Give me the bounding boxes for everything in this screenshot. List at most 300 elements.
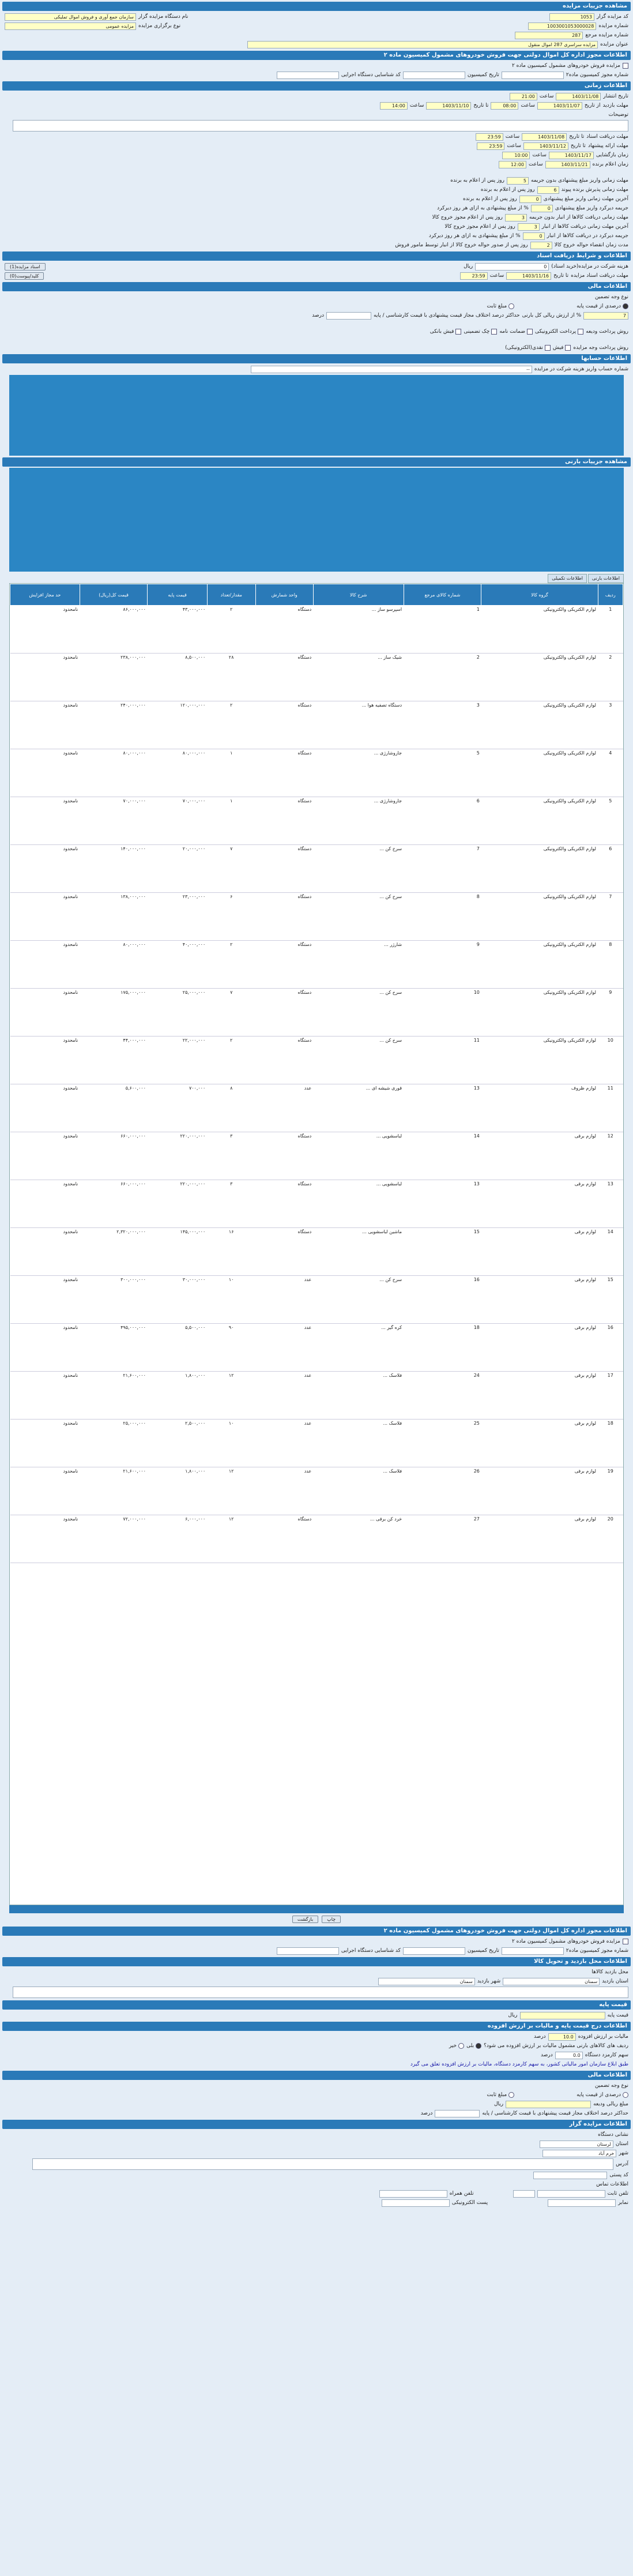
table-cell: سرخ کن ...	[313, 989, 404, 1037]
table-cell: ۱۲۰,۰۰۰,۰۰۰	[148, 701, 207, 749]
table-row	[10, 1180, 623, 1228]
vat-header: اطلاعات درج قیمت پایه و مالیات بر ارزش افزوده	[2, 2022, 631, 2031]
table-row	[10, 1467, 623, 1515]
table-cell: لوازم الکتریکی والکترونیکی	[481, 845, 598, 893]
table-cell: لوازم برقی	[481, 1515, 598, 1563]
table-cell: ۷۰۰,۰۰۰	[148, 1084, 207, 1132]
pay-opt-1-label: پرداخت الکترونیکی	[535, 329, 577, 335]
fee-unit: ریال	[464, 264, 473, 269]
opt2-fixed-radio[interactable]	[508, 2092, 514, 2098]
table-cell: لوازم الکتریکی والکترونیکی	[481, 893, 598, 941]
table-cell: نامحدود	[10, 749, 80, 797]
permit2-date-label: تاریخ کمیسیون	[467, 1948, 499, 1954]
deadline-row	[0, 213, 633, 222]
deadline-item-unit: % از مبلغ پیشنهادی به ازای هر روز دیرکرد	[428, 233, 521, 239]
vat-field: 10.0	[548, 2033, 576, 2041]
table-cell: 3	[598, 701, 623, 749]
org-label: نام دستگاه مزایده گزار	[138, 14, 189, 20]
table-cell: ۱۳۸,۰۰۰,۰۰۰	[80, 893, 148, 941]
table-cell: ۲	[207, 701, 255, 749]
permit-q-label: مزایده فروش خودروهای مشمول کمیسیون ماده ۲	[511, 63, 620, 69]
table-cell: ۲۰,۰۰۰,۰۰۰	[148, 845, 207, 893]
table-cell: ۲۱,۶۰۰,۰۰۰	[80, 1467, 148, 1515]
visit-city-label: شهر بازدید	[477, 1978, 501, 1984]
prov-row	[0, 2139, 633, 2149]
table-cell: ۶۶۰,۰۰۰,۰۰۰	[80, 1132, 148, 1180]
acc-field: --	[251, 366, 532, 373]
deadline-item-label: مدت زمان انقضاء حواله خروج کالا	[554, 242, 628, 248]
result-label: زمان اعلام برنده	[592, 162, 628, 167]
table-cell: 9	[404, 941, 481, 989]
table-cell: ۲۵,۰۰۰,۰۰۰	[80, 1420, 148, 1467]
permit2-q-label: مزایده فروش خودروهای مشمول کمیسیون ماده ۲	[511, 1939, 620, 1944]
opt2-fixed[interactable]	[487, 2092, 514, 2098]
fax-label: نمابر	[618, 2200, 628, 2206]
zip-row	[0, 2171, 633, 2180]
deadline-row	[0, 241, 633, 250]
table-cell: دستگاه	[255, 941, 313, 989]
pay2-opt-1-checkbox[interactable]	[565, 345, 571, 351]
table-cell: سرخ کن ...	[313, 1276, 404, 1324]
deadline-item-unit: روز پس از اعلام مجوز خروج کالا	[432, 215, 503, 220]
table-cell: ۴۳,۰۰۰,۰۰۰	[148, 606, 207, 654]
table-cell: لوازم الکتریکی والکترونیکی	[481, 989, 598, 1037]
amount-field	[506, 2101, 591, 2108]
opt-fixed-radio[interactable]	[508, 303, 514, 309]
place-prov-row	[0, 1977, 633, 1986]
pay2-opt-1-label: فیش	[552, 345, 564, 351]
table-cell: نامحدود	[10, 893, 80, 941]
vat-yes-radio[interactable]	[476, 2043, 481, 2049]
pay-opt-4[interactable]	[430, 329, 462, 335]
tab-items[interactable]: اطلاعات بارنی	[588, 574, 624, 583]
fee-label: هزینه شرکت در مزایده(خرید اسناد)	[551, 264, 628, 269]
deadline-label: مهلت دریافت اسناد مزایده	[571, 273, 628, 279]
table-cell: 2	[404, 654, 481, 701]
table-cell: لوازم برقی	[481, 1420, 598, 1467]
table-cell: ۸,۵۰۰,۰۰۰	[148, 654, 207, 701]
table-cell: عدد	[255, 1372, 313, 1420]
max2-label: حداکثر درصد اختلاف مجاز قیمت پیشنهادی با قیمت کارشناسی / پایه	[482, 2111, 628, 2116]
deadline-item-unit: % از مبلغ پیشنهادی به ازای هر روز دیرکرد	[437, 205, 529, 211]
deadline-item-unit: روز پس از اعلام به برنده	[462, 196, 517, 202]
permit-field	[502, 72, 564, 79]
table-cell: ۲	[207, 1037, 255, 1084]
visit-label: مهلت بازدید	[602, 103, 628, 108]
deadline-item-label: مهلت زمانی واریز مبلغ پیشنهادی بدون جریمه	[531, 178, 628, 183]
opt-percent[interactable]	[577, 303, 628, 309]
vat-unit: درصد	[533, 2034, 546, 2040]
acc-row	[0, 365, 633, 374]
vat-note: طبق ابلاغ سازمان امور مالیاتی کشور، به سهم کارمزد دستگاه، مالیات بر ارزش افزوده تعلق می گیرد	[410, 2061, 628, 2067]
table-cell: ۲۴۰,۰۰۰,۰۰۰	[80, 701, 148, 749]
table-cell: 18	[404, 1324, 481, 1372]
gtype-row	[0, 292, 633, 302]
table-cell: 13	[404, 1084, 481, 1132]
table-cell: 5	[404, 749, 481, 797]
offer-row	[0, 141, 633, 151]
table-cell: نامحدود	[10, 1228, 80, 1276]
table-cell: فلاسک ...	[313, 1420, 404, 1467]
table-cell: دستگاه تصفیه هوا ...	[313, 701, 404, 749]
table-cell: دستگاه	[255, 701, 313, 749]
table-cell: جاروشارژی ...	[313, 749, 404, 797]
offer-date: 1403/11/12	[523, 142, 568, 150]
vat-note-row	[0, 2060, 633, 2069]
addr-head: نشانی دستگاه	[598, 2132, 628, 2138]
pay-opt-3-label: چک تضمینی	[464, 329, 490, 335]
table-cell: سرخ کن ...	[313, 845, 404, 893]
table-cell: لوازم الکتریکی والکترونیکی	[481, 797, 598, 845]
table-cell: 9	[598, 989, 623, 1037]
table-cell: عدد	[255, 1420, 313, 1467]
open-date: 1403/11/17	[549, 152, 594, 159]
result-time: 12:00	[499, 161, 526, 168]
table-cell: ۱۰	[207, 1420, 255, 1467]
doc-time-label: ساعت	[505, 134, 520, 140]
deadline-item-label: مهلت زمانی دریافت کالاها از انبار بدون جریمه	[529, 215, 628, 220]
publish-row	[0, 92, 633, 101]
table-header-cell: ردیف	[598, 584, 623, 606]
table-cell: ۸۰,۰۰۰,۰۰۰	[148, 749, 207, 797]
table-cell: 1	[598, 606, 623, 654]
contact-head-row	[0, 2180, 633, 2189]
mobile-label: تلفن همراه	[449, 2191, 474, 2196]
pay-opt-3[interactable]	[464, 329, 497, 335]
table-cell: ۸۶,۰۰۰,۰۰۰	[80, 606, 148, 654]
pay2-opt-1[interactable]	[553, 345, 571, 351]
table-row	[10, 797, 623, 845]
deadline-row	[0, 185, 633, 194]
deadline-item-unit: روز پس از اعلام به برنده	[480, 187, 535, 193]
table-row	[10, 1084, 623, 1132]
table-row	[10, 1276, 623, 1324]
fee-share-field: 0.0	[555, 2052, 583, 2059]
table-cell: 16	[404, 1276, 481, 1324]
table-body	[10, 606, 623, 1563]
pay2-opt-2-checkbox[interactable]	[545, 345, 551, 351]
deadline-row	[0, 231, 633, 241]
table-cell: ماشین لباسشویی ...	[313, 1228, 404, 1276]
table-cell: ۱۲	[207, 1467, 255, 1515]
table-cell: 2	[598, 654, 623, 701]
base-unit: ریال	[508, 2012, 518, 2018]
permit-checkbox[interactable]	[623, 63, 628, 69]
gtype-opts-row	[0, 302, 633, 311]
table-row	[10, 845, 623, 893]
fee-share-label: سهم کارمزد دستگاه	[585, 2052, 628, 2058]
table-cell: ۷۰,۰۰۰,۰۰۰	[148, 797, 207, 845]
deadline-item-value: 3	[505, 214, 527, 221]
table-row	[10, 1324, 623, 1372]
table-cell: ۱۰	[207, 1276, 255, 1324]
phone-row	[0, 2189, 633, 2198]
table-cell: شارژر ...	[313, 941, 404, 989]
addr-label: آدرس	[616, 2161, 628, 2167]
back-button[interactable]: بازگشت	[292, 1916, 318, 1923]
visit-from-time: 08:00	[491, 102, 518, 110]
table-cell: دستگاه	[255, 797, 313, 845]
pay-opt-1-checkbox[interactable]	[578, 329, 583, 335]
visit-from-time-label: ساعت	[521, 103, 535, 108]
base-row	[0, 2011, 633, 2020]
visit-to: 1403/11/10	[426, 102, 471, 110]
table-cell: ۲۲۰,۰۰۰,۰۰۰	[148, 1180, 207, 1228]
visit-place-header: اطلاعات محل بازدید و تحویل کالا	[2, 1957, 631, 1966]
permit2-checkbox[interactable]	[623, 1939, 628, 1944]
table-cell: 6	[598, 845, 623, 893]
table-cell: لوازم برقی	[481, 1276, 598, 1324]
open-time: 10:00	[502, 152, 530, 159]
opt2-percent-radio[interactable]	[623, 2092, 628, 2098]
place-row	[0, 1967, 633, 1977]
table-cell: دستگاه	[255, 893, 313, 941]
table-cell: نامحدود	[10, 797, 80, 845]
max2-row	[0, 2109, 633, 2118]
table-cell: ۲	[207, 606, 255, 654]
table-cell: لوازم الکتریکی والکترونیکی	[481, 701, 598, 749]
table-cell: ۷	[207, 989, 255, 1037]
num-row	[0, 21, 633, 31]
result-row	[0, 160, 633, 169]
table-cell: 7	[598, 893, 623, 941]
visit-address-box	[13, 1987, 628, 1998]
table-cell: نامحدود	[10, 1420, 80, 1467]
open-label: زمان بازگشایی	[596, 152, 628, 158]
table-cell: 15	[598, 1276, 623, 1324]
table-cell: ۱۴۵,۰۰۰,۰۰۰	[148, 1228, 207, 1276]
table-cell: نامحدود	[10, 845, 80, 893]
open-row	[0, 151, 633, 160]
deadline-row	[0, 194, 633, 204]
visit-to-label: تا تاریخ	[473, 103, 489, 108]
table-cell: ۳۰,۰۰۰,۰۰۰	[148, 1276, 207, 1324]
visit-row	[0, 101, 633, 110]
vat-yes[interactable]	[466, 2043, 481, 2049]
table-cell: دستگاه	[255, 845, 313, 893]
publish-time-label: ساعت	[539, 93, 554, 99]
table-cell: ۲۸	[207, 654, 255, 701]
visit-to-time-label: ساعت	[409, 103, 424, 108]
code-field: 1053	[549, 13, 594, 21]
pay2-opt-2-label: نقدی(الکترونیکی)	[505, 345, 543, 351]
table-row	[10, 893, 623, 941]
title-row	[0, 40, 633, 49]
contact-head: اطلاعات تماس	[596, 2181, 628, 2187]
table-cell: قوری شیشه ای ...	[313, 1084, 404, 1132]
permit2-date-field	[403, 1947, 465, 1955]
table-cell: ۱,۸۰۰,۰۰۰	[148, 1467, 207, 1515]
max-field	[326, 312, 371, 320]
org-field: سازمان جمع آوری و فروش اموال تملیکی	[5, 13, 136, 21]
opt-percent-radio[interactable]	[623, 303, 628, 309]
offer-to-label: تا تاریخ	[570, 143, 586, 149]
table-row	[10, 1037, 623, 1084]
table-header-cell: حد مجاز افزایش	[10, 584, 80, 606]
permit2-id-label: کد شناسایی دستگاه اجرایی	[341, 1948, 401, 1954]
table-header-cell: قیمت کل(ریال)	[80, 584, 148, 606]
deadline-row	[0, 222, 633, 231]
table-cell: فلاسک ...	[313, 1372, 404, 1420]
table-cell: لوازم برقی	[481, 1180, 598, 1228]
table-cell: دستگاه	[255, 1515, 313, 1563]
city-row	[0, 2149, 633, 2158]
deadline-time: 23:59	[460, 272, 488, 280]
table-cell: 24	[404, 1372, 481, 1420]
table-cell: ۲۵,۰۰۰,۰۰۰	[148, 989, 207, 1037]
deadline-item-label: آخرین مهلت زمانی واریز مبلغ پیشنهادی	[543, 196, 628, 202]
table-cell: 7	[404, 845, 481, 893]
type-field: مزایده عمومی	[5, 22, 136, 30]
deadline-item-value: 0	[519, 196, 541, 203]
table-cell: 25	[404, 1420, 481, 1467]
table-cell: 14	[598, 1228, 623, 1276]
table-cell: نامحدود	[10, 1372, 80, 1420]
fee-field: 0	[475, 263, 549, 271]
table-cell: خرد کن برقی ...	[313, 1515, 404, 1563]
opt2-fixed-label: مبلغ ثابت	[487, 2092, 507, 2098]
visit-from-label: از تاریخ	[584, 103, 601, 108]
pay-opt-1[interactable]	[535, 329, 583, 335]
city-field: خرم آباد	[542, 2150, 616, 2157]
table-cell: لوازم برقی	[481, 1324, 598, 1372]
max2-unit: درصد	[420, 2111, 433, 2116]
result-time-label: ساعت	[529, 162, 543, 167]
deadline-item-value: 6	[537, 186, 559, 194]
table-cell: دستگاه	[255, 654, 313, 701]
table-cell: لوازم برقی	[481, 1132, 598, 1180]
table-cell: لوازم ظروف	[481, 1084, 598, 1132]
title-field: مزایده سراسری 287 اموال منقول	[247, 41, 598, 48]
deadline-time-label: ساعت	[489, 273, 504, 279]
deadline-item-value: 2	[530, 242, 552, 249]
page-header: مشاهده جزییات مزایده	[2, 2, 631, 11]
vat-no-radio[interactable]	[458, 2043, 464, 2049]
fee-share-unit: درصد	[541, 2052, 553, 2058]
amount-unit: ریال	[493, 2101, 504, 2107]
offer-time-label: ساعت	[507, 143, 521, 149]
table-cell: دستگاه	[255, 606, 313, 654]
permit-id-field	[277, 72, 339, 79]
deadline-item-label: جریمه دیرکرد در دریافت کالاها از انبار	[547, 233, 628, 239]
permit-date-field	[403, 72, 465, 79]
table-cell: ۲۲,۰۰۰,۰۰۰	[148, 1037, 207, 1084]
table-cell: دستگاه	[255, 1037, 313, 1084]
table-cell: ۷۰,۰۰۰,۰۰۰	[80, 797, 148, 845]
desc-label: توضیحات	[608, 112, 628, 118]
table-header-row	[10, 584, 623, 606]
table-row	[10, 989, 623, 1037]
pay-opt-4-checkbox[interactable]	[455, 329, 461, 335]
place-addr-row	[0, 1986, 633, 1999]
table-cell: لباسشویی ...	[313, 1132, 404, 1180]
docs-button[interactable]: اسناد مزایده(1)	[5, 263, 46, 271]
pay-opt-2-checkbox[interactable]	[527, 329, 533, 335]
permit2-q-row	[0, 1937, 633, 1946]
table-row	[10, 1515, 623, 1563]
publish-label: تاریخ انتشار	[603, 93, 628, 99]
table-cell: نامحدود	[10, 654, 80, 701]
table-row	[10, 1372, 623, 1420]
opt-fixed[interactable]	[487, 303, 514, 309]
table-cell: ۴۰,۰۰۰,۰۰۰	[148, 941, 207, 989]
vat-yes-label: بلی	[466, 2043, 474, 2049]
table-cell: 1	[404, 606, 481, 654]
table-cell: نامحدود	[10, 1084, 80, 1132]
gtype-label: نوع وجه تضمین	[594, 294, 628, 300]
table-cell: ۱۲	[207, 1515, 255, 1563]
table-cell: لوازم الکتریکی والکترونیکی	[481, 749, 598, 797]
pay2-row	[0, 343, 633, 352]
table-cell: ۲,۳۲۰,۰۰۰,۰۰۰	[80, 1228, 148, 1276]
vat-q1-label: ردیف های کالاهای بارنی مشمول مالیات بر ارزش افزوده می شود؟	[484, 2043, 628, 2049]
table-cell: دستگاه	[255, 749, 313, 797]
attach-button[interactable]: کلید/پیوست(0)	[5, 272, 44, 280]
city-label: شهر	[619, 2150, 628, 2156]
table-header-cell: شرح کالا	[313, 584, 404, 606]
visit-from: 1403/11/07	[537, 102, 582, 110]
max-label: حداکثر درصد اختلاف مجاز قیمت پیشنهادی با قیمت کارشناسی / پایه	[374, 313, 520, 318]
pay-opt-2[interactable]	[499, 329, 533, 335]
table-cell: 5	[598, 797, 623, 845]
table-cell: ۲۳۸,۰۰۰,۰۰۰	[80, 654, 148, 701]
place-label: محل بازدید کالاها	[591, 1969, 628, 1975]
fee-row	[0, 262, 633, 271]
table-cell: 17	[598, 1372, 623, 1420]
title-label: عنوان مزایده	[600, 42, 628, 47]
table-cell: نامحدود	[10, 701, 80, 749]
pay2-opt-2[interactable]	[505, 345, 551, 351]
finance-header: اطلاعات مالی	[2, 282, 631, 291]
table-cell: لوازم الکتریکی والکترونیکی	[481, 941, 598, 989]
table-cell: ۱۶	[207, 1228, 255, 1276]
table-row	[10, 606, 623, 654]
table-cell: 27	[404, 1515, 481, 1563]
table-cell: نامحدود	[10, 606, 80, 654]
table-cell: 26	[404, 1467, 481, 1515]
deadline-item-label: آخرین مهلت زمانی دریافت کالاها از انبار	[541, 224, 628, 230]
vat-no[interactable]	[449, 2043, 464, 2049]
time-header: اطلاعات زمانی	[2, 81, 631, 91]
table-cell: ۹۰	[207, 1324, 255, 1372]
table-cell: ۱	[207, 749, 255, 797]
table-cell: فلاسک ...	[313, 1467, 404, 1515]
table-cell: نامحدود	[10, 989, 80, 1037]
table-cell: لوازم الکتریکی والکترونیکی	[481, 606, 598, 654]
num-label: شماره مزایده	[598, 23, 628, 29]
table-cell: نامحدود	[10, 1515, 80, 1563]
table-footer	[9, 1905, 624, 1913]
vat-no-label: خیر	[449, 2043, 457, 2049]
tab-extra[interactable]: اطلاعات تکمیلی	[548, 574, 587, 583]
pay-opt-3-checkbox[interactable]	[491, 329, 497, 335]
print-button[interactable]: چاپ	[322, 1916, 341, 1923]
phone-code-field	[513, 2190, 535, 2198]
ref-field: 287	[515, 32, 583, 39]
table-cell: جاروشارژی ...	[313, 797, 404, 845]
prov-field: لرستان	[540, 2141, 613, 2148]
visit-prov-field: سمنان	[503, 1978, 600, 1985]
visit-city-field: سمنان	[378, 1978, 475, 1985]
deadline-to-label: تا تاریخ	[553, 273, 569, 279]
table-row	[10, 654, 623, 701]
table-cell: ۲۱,۶۰۰,۰۰۰	[80, 1372, 148, 1420]
prov-label: استان	[615, 2141, 628, 2147]
table-cell: 6	[404, 797, 481, 845]
deadline-item-unit: روز پس از اعلام به برنده	[450, 178, 504, 183]
table-cell: عدد	[255, 1084, 313, 1132]
opt2-percent[interactable]	[577, 2092, 628, 2098]
